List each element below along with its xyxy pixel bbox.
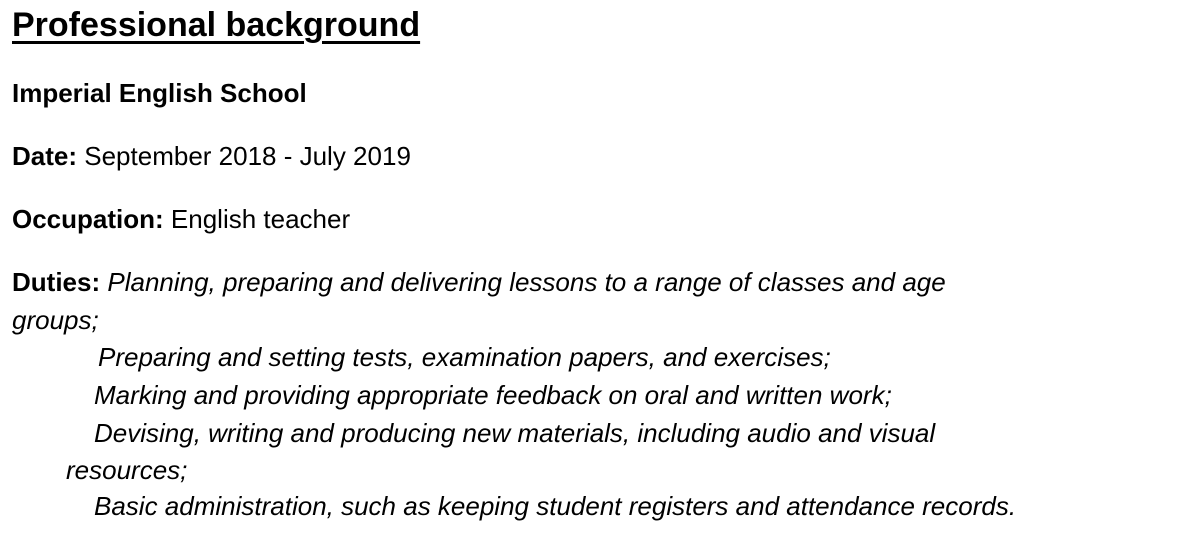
duty-item-1-line-2: groups; [12, 305, 99, 335]
duty-item-1-line-1: Planning, preparing and delivering lessons to a range of classes and age [107, 267, 946, 297]
duties-row [12, 267, 946, 297]
section-heading: Professional background [12, 6, 421, 44]
occupation-label: Occupation: [12, 204, 164, 234]
duty-item-4-line-1: Devising, writing and producing new materials, including audio and visual [94, 418, 936, 448]
duty-item-5: Basic administration, such as keeping student registers and attendance records. [94, 491, 1017, 521]
occupation-row [12, 204, 350, 234]
duty-item-2: Preparing and setting tests, examination papers, and exercises; [98, 342, 831, 372]
duty-item-3: Marking and providing appropriate feedback on oral and written work; [94, 380, 892, 410]
duty-item-4-line-2: resources; [66, 455, 188, 485]
date-row [12, 141, 411, 171]
organization-name: Imperial English School [12, 78, 307, 108]
duties-label: Duties: [12, 267, 101, 297]
date-label: Date: [12, 141, 78, 171]
occupation-value: English teacher [170, 204, 351, 234]
date-value: September 2018 - July 2019 [84, 141, 411, 171]
